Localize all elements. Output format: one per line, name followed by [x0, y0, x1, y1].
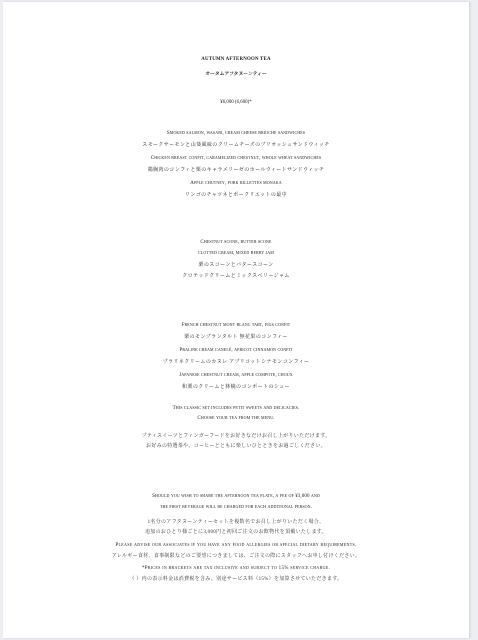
classic-set-note-1: This classic set includes petit sweets and delicacies.	[172, 406, 300, 411]
share-note-1: Should you wish to share the afternoon tea plate, a fee of ¥3,000 and	[152, 494, 320, 499]
tax-japanese: （ ）内の表示料金は消費税を含み、別途サービス料（15%）を加算させていただきます。	[129, 577, 343, 582]
savory-item-2-japanese: 鶏胸肉のコンフィと栗のキャラメリーゼのホールウィートサンドウィッチ	[147, 168, 325, 173]
savory-item-1-japanese: スモークサーモンと山葵風味のクリームチーズのブリオッシュサンドウィッチ	[142, 143, 330, 148]
menu-title: AUTUMN AFTERNOON TEA	[201, 57, 271, 62]
classic-set-japanese-1: プティスイーツとフィンガーフードをお好きなだけお召し上がりいただけます。	[141, 434, 331, 439]
scone-line-2: clotted cream, mixed berry jam	[198, 251, 274, 256]
savory-item-1: Smoked salmon, wasabi, cream cheese brioche sandwiches	[166, 131, 306, 136]
menu-title-japanese: オータムアフタヌーンティー	[205, 72, 267, 77]
share-japanese-1: 1名分のアフタヌーンティーセットを複数名でお召し上がりいただく場合、	[147, 520, 325, 525]
savory-item-3: Apple chutney, pork rillettes monaka	[190, 181, 282, 186]
classic-set-note-2: Choose your tea from the menu.	[197, 416, 275, 421]
scone-japanese-2: クロテッドクリームとミックスベリージャム	[182, 274, 290, 279]
scone-japanese-1: 栗のスコーンとバタースコーン	[198, 263, 274, 268]
sweet-item-1-japanese: 栗のモンブランタルト 無花果のコンフィー	[184, 335, 288, 340]
scone-line-1: Chestnut scone, butter scone	[200, 240, 272, 245]
classic-set-japanese-2: お好みの特選茶や、コーヒーとともに楽しいひとときをお過ごしください。	[146, 444, 326, 449]
tax-note: *Prices in brackets are tax inclusive and subject to 15% service charge.	[141, 566, 331, 571]
allergy-japanese: アレルギー食材、食事制限などのご要望につきましては、ご注文の際にスタッフへお申し付けください。	[111, 554, 361, 559]
allergy-note: Please advise our associates if you have any food allergies or special dietary requirements.	[115, 543, 357, 548]
savory-item-2: Chicken breast confit, caramelized chestnut, whole wheat sandwiches	[150, 156, 322, 161]
menu-sheet	[3, 2, 469, 638]
sweet-item-2-japanese: プラリネクリームのカヌレ アプリコットシナモンコンフィー	[162, 360, 310, 365]
savory-item-3-japanese: リンゴのチャツネとポークリエットの最中	[184, 193, 288, 198]
sweet-item-2: Praline cream canelé, apricot cinnamon confit	[179, 348, 293, 353]
sweet-item-3-japanese: 和栗のクリームと林檎のコンポートのシュー	[182, 385, 290, 390]
share-note-2: the first beverage will be charged for each additional person.	[159, 505, 313, 510]
price: ¥6,000 (6,600)*	[220, 100, 252, 105]
sweet-item-3: Japanese chestnut cream, apple compote, choux	[179, 373, 293, 378]
sweet-item-1: French chestnut mont blanc tart, figs confit	[181, 323, 291, 328]
share-japanese-2: 追加のおひとり様ごとに3,000円と初回ご注文のお飲物代を頂戴いたします。	[145, 530, 327, 535]
